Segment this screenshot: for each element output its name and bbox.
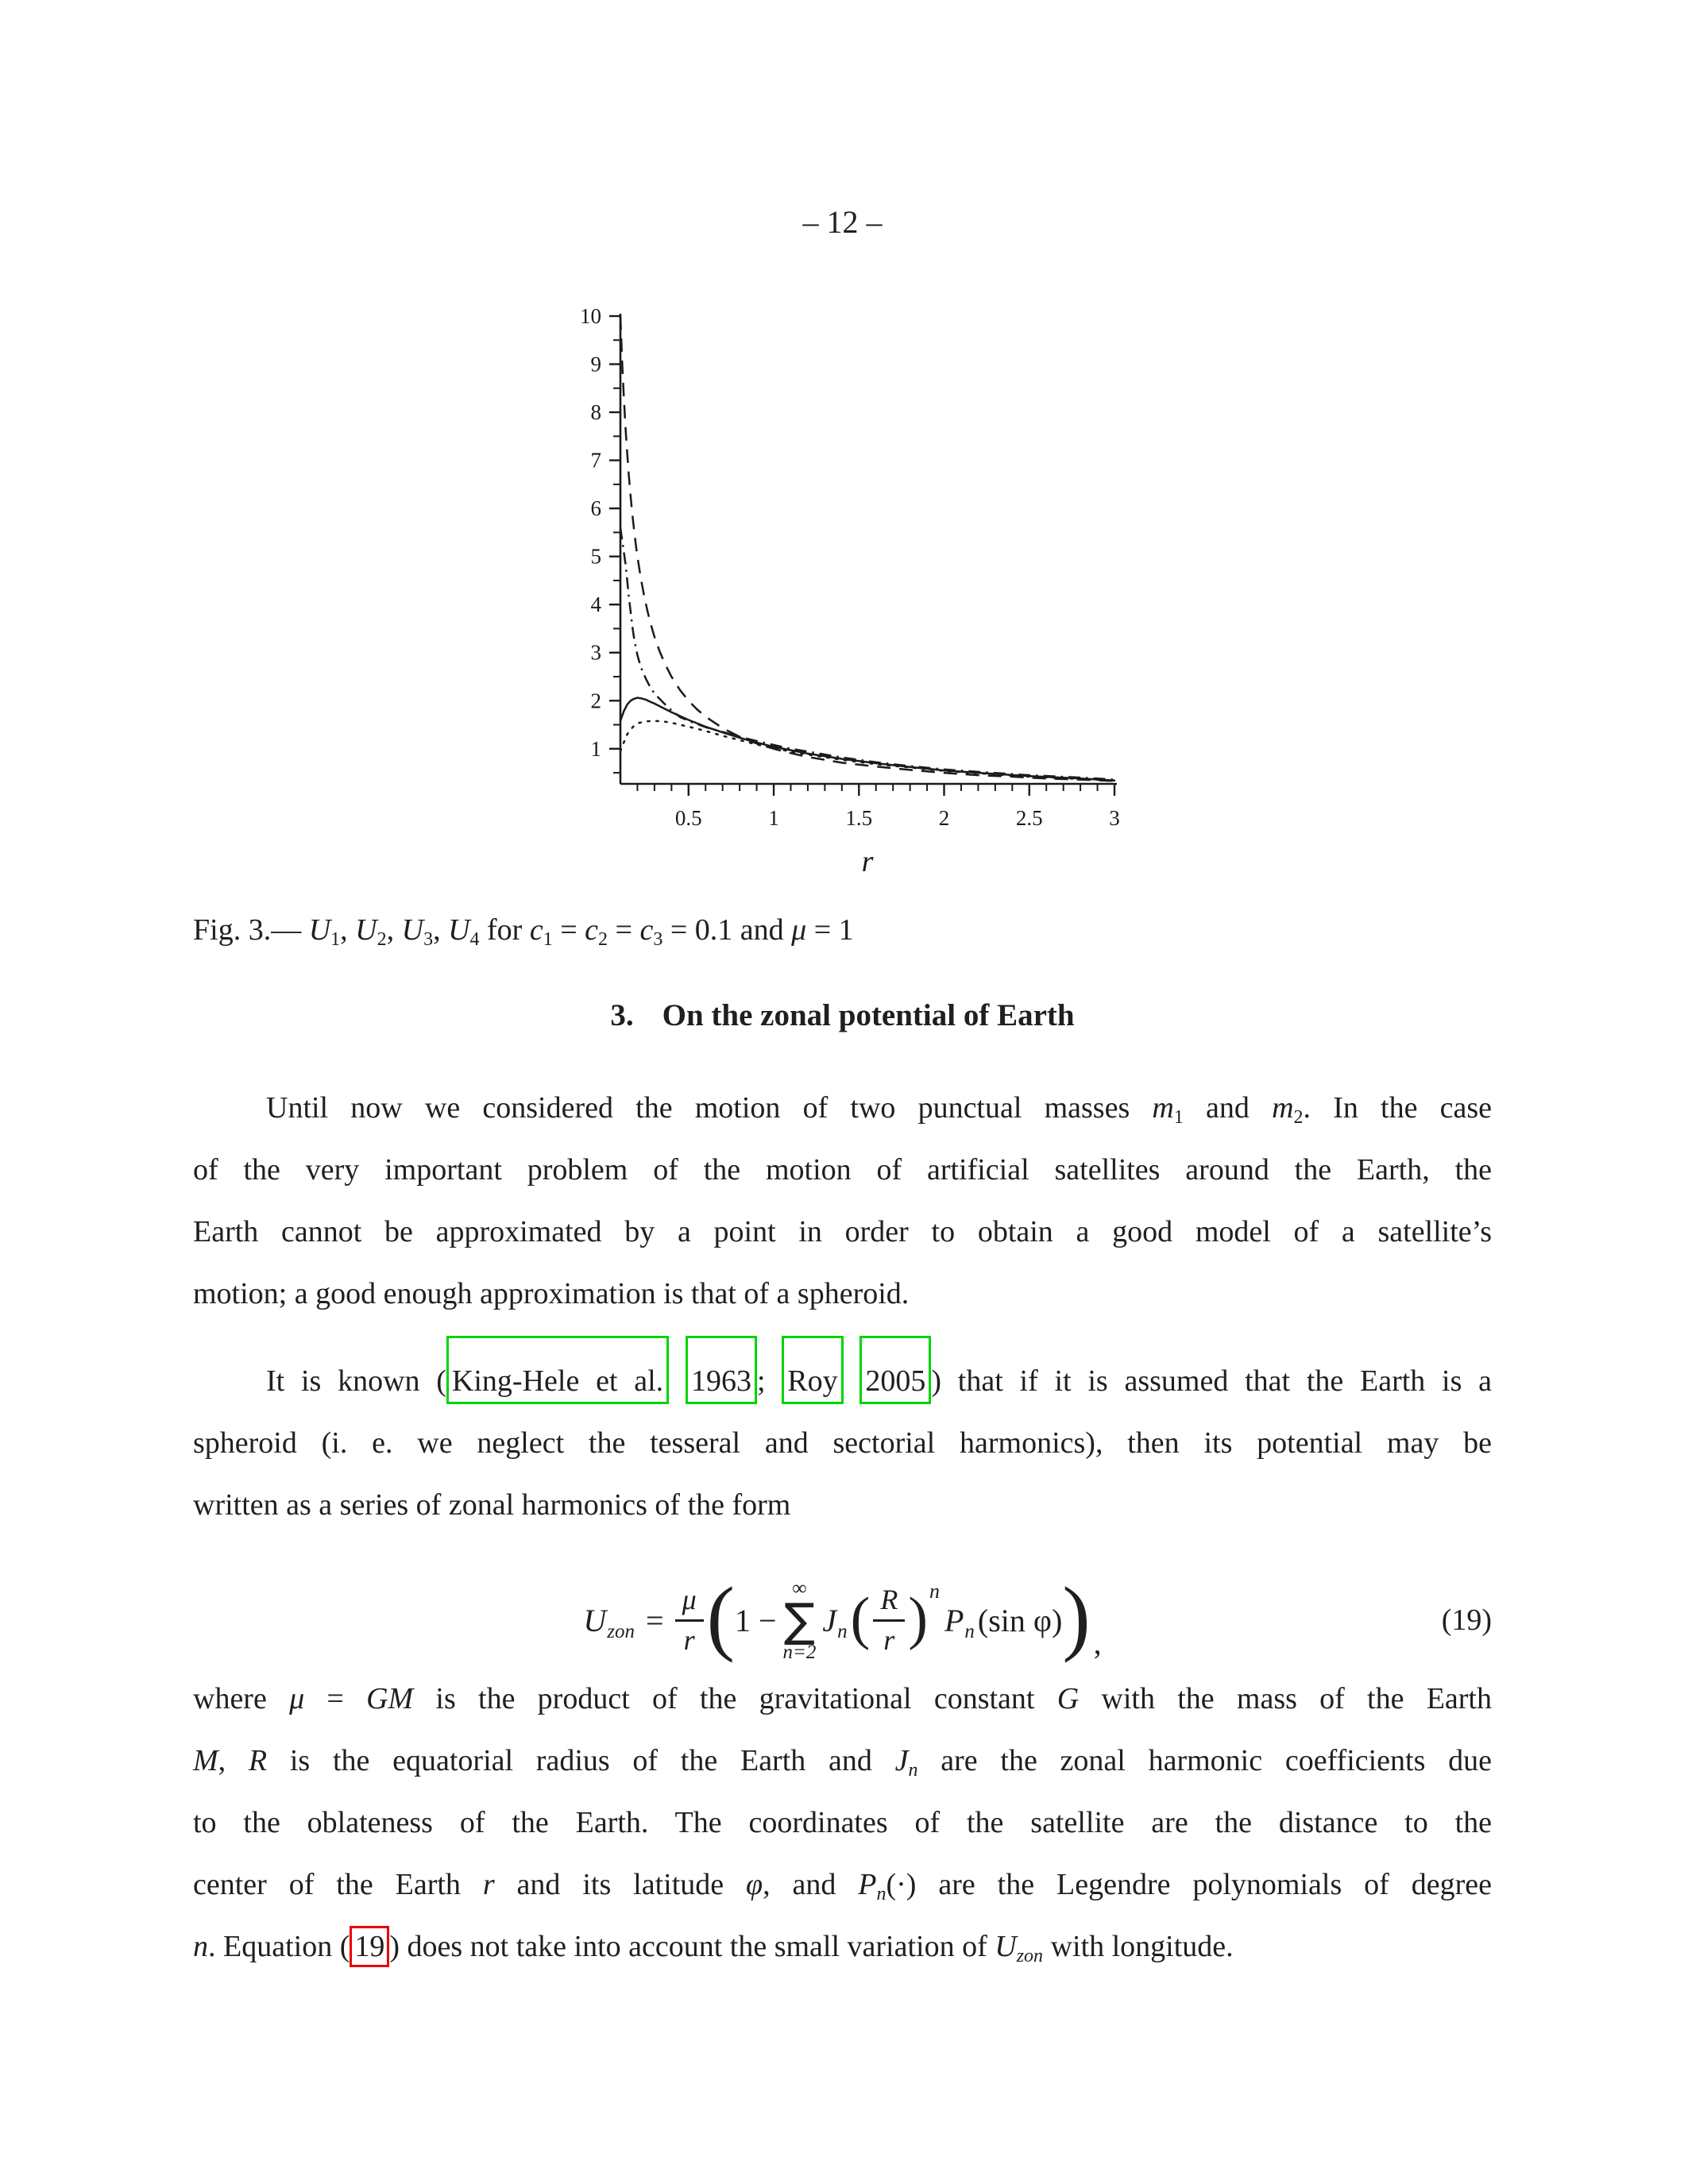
math-italic: U <box>401 913 424 947</box>
subscript: 3 <box>653 929 663 950</box>
J-subscript: n <box>837 1621 848 1642</box>
text-line: Until now we considered the motion of two punctual masses $m_1$ and $m_2$. In the case <box>266 1091 1493 1128</box>
equation-lhs-subscript: zon <box>607 1621 635 1642</box>
y-tick-label: 10 <box>580 304 601 328</box>
fraction-R-over-r <box>873 1583 905 1657</box>
subscript: 3 <box>423 929 434 950</box>
math-italic: GM <box>366 1682 414 1715</box>
y-tick-label: 2 <box>590 689 601 713</box>
close-mid-paren: ) <box>908 1585 928 1651</box>
subscript: n <box>908 1760 918 1781</box>
y-tick-label: 9 <box>590 352 601 376</box>
text-line: center of the Earth r and its latitude φ, and Pn(·) are the Legendre polynomials of degree <box>193 1868 1492 1904</box>
J-coefficient: J <box>822 1602 837 1638</box>
math-italic: P <box>858 1868 877 1901</box>
math-italic: μ <box>289 1682 305 1715</box>
y-tick-label: 6 <box>590 496 601 521</box>
section-number: 3. <box>610 998 634 1032</box>
math-italic: U <box>308 913 331 947</box>
text-line: Earth cannot be approximated by a point in order to obtain a good model of a satellite’s <box>193 1215 1492 1248</box>
page-number: – 12 – <box>802 204 883 240</box>
text-line: motion; a good enough approximation is that of a spheroid. <box>193 1277 910 1310</box>
y-tick-label: 7 <box>590 448 601 473</box>
subscript: 2 <box>598 929 608 950</box>
math-italic: μ <box>791 913 807 947</box>
subscript: 1 <box>1173 1107 1184 1128</box>
curve-U2 <box>620 527 1114 779</box>
equation-lhs: U <box>583 1602 607 1638</box>
fraction-numerator: R <box>873 1583 905 1621</box>
text-line: where μ = GM is the product of the gravitational constant G with the mass of the Earth <box>193 1682 1492 1715</box>
text-line: spheroid (i. e. we neglect the tesseral and sectorial harmonics), then its potential may be <box>193 1426 1492 1460</box>
subscript: n <box>876 1884 886 1904</box>
y-tick-label: 1 <box>590 736 601 761</box>
text-line: It is known ( King-Hele et al. 1963 ; Roy 2005 ) that if it is assumed that the Earth is a <box>193 1350 1492 1412</box>
subscript: 2 <box>377 929 387 950</box>
math-italic: c <box>585 913 599 947</box>
math-italic: n <box>193 1930 208 1963</box>
equation-tag: (19) <box>1441 1603 1492 1637</box>
y-tick-label: 5 <box>590 544 601 569</box>
P-subscript: n <box>964 1621 975 1642</box>
curve-U3 <box>620 698 1114 781</box>
math-italic: m <box>1152 1091 1174 1125</box>
figure-caption: Fig. 3.— $U_1$, $U_2$, $U_3$, $U_4$ for $c_1 = c_2 = c_3 = 0.1$ and μ = 1 <box>193 913 854 950</box>
one-minus-term: 1 − <box>734 1602 777 1638</box>
open-big-paren: ( <box>706 1569 735 1663</box>
subscript: 1 <box>543 929 553 950</box>
legendre-argument: (sin φ) <box>977 1602 1063 1638</box>
power-exponent: n <box>929 1580 940 1603</box>
subscript: 2 <box>1293 1107 1304 1128</box>
citation-link[interactable]: King-Hele et al. <box>446 1336 669 1404</box>
fraction-denominator: r <box>883 1623 895 1656</box>
math-italic: U <box>448 913 470 947</box>
math-italic: r <box>482 1868 495 1901</box>
fraction-denominator: r <box>683 1623 695 1656</box>
sum-symbol: ∑ <box>783 1592 815 1647</box>
text-line: of the very important problem of the motion of artificial satellites around the Earth, the <box>193 1153 1492 1187</box>
y-tick-label: 8 <box>590 400 601 425</box>
math-italic: m <box>1272 1091 1294 1125</box>
citation-link[interactable]: 1963 <box>686 1336 757 1404</box>
math-italic: J <box>894 1744 909 1777</box>
y-tick-label: 3 <box>590 640 601 665</box>
math-italic: G <box>1056 1682 1080 1715</box>
x-tick-label: 2 <box>938 806 950 830</box>
trailing-comma: , <box>1093 1624 1102 1661</box>
fraction-mu-over-r <box>675 1583 704 1657</box>
equals-sign: = <box>646 1602 664 1638</box>
math-italic: U <box>995 1930 1017 1963</box>
x-tick-label: 0.5 <box>674 806 702 830</box>
x-tick-label: 1.5 <box>845 806 873 830</box>
paragraph-intro <box>193 1077 1492 1325</box>
text-line: written as a series of zonal harmonics of the form <box>193 1488 791 1522</box>
math-italic: U <box>355 913 377 947</box>
text-line: to the oblateness of the Earth. The coordinates of the satellite are the distance to the <box>193 1806 1492 1839</box>
subscript: 1 <box>330 929 341 950</box>
citation-link[interactable]: Roy <box>782 1336 843 1404</box>
curve-U4 <box>620 721 1114 781</box>
section-heading <box>193 997 1492 1033</box>
sum-lower-limit: n=2 <box>782 1642 817 1664</box>
x-axis-label: r <box>861 845 874 878</box>
legendre-P: P <box>944 1602 964 1638</box>
math-italic: φ <box>746 1868 763 1901</box>
curve-U1 <box>620 316 1114 781</box>
paragraph-citations <box>193 1350 1492 1536</box>
subscript: zon <box>1016 1946 1044 1966</box>
x-tick-label: 1 <box>768 806 779 830</box>
section-title: On the zonal potential of Earth <box>662 998 1075 1032</box>
math-italic: R <box>248 1744 268 1777</box>
close-big-paren: ) <box>1062 1569 1091 1663</box>
x-tick-label: 2.5 <box>1015 806 1043 830</box>
equation-ref-link[interactable]: 19 <box>350 1926 389 1967</box>
text-line: n. Equation ( 19 ) does not take into account the small variation of Uzon with longitude. <box>193 1916 1492 1978</box>
math-italic: c <box>529 913 543 947</box>
open-mid-paren: ( <box>850 1585 871 1651</box>
paragraph-explanation <box>193 1668 1492 1978</box>
y-tick-label: 4 <box>590 592 601 617</box>
x-tick-label: 3 <box>1109 806 1120 830</box>
fraction-numerator: μ <box>675 1583 704 1621</box>
summation <box>783 1578 817 1662</box>
math-italic: M <box>193 1744 218 1777</box>
text-line: M, R is the equatorial radius of the Earth and Jn are the zonal harmonic coefficients due <box>193 1744 1493 1781</box>
citation-link[interactable]: 2005 <box>859 1336 931 1404</box>
math-italic: c <box>639 913 654 947</box>
subscript: 4 <box>469 929 480 950</box>
sum-upper-limit: ∞ <box>792 1576 807 1599</box>
